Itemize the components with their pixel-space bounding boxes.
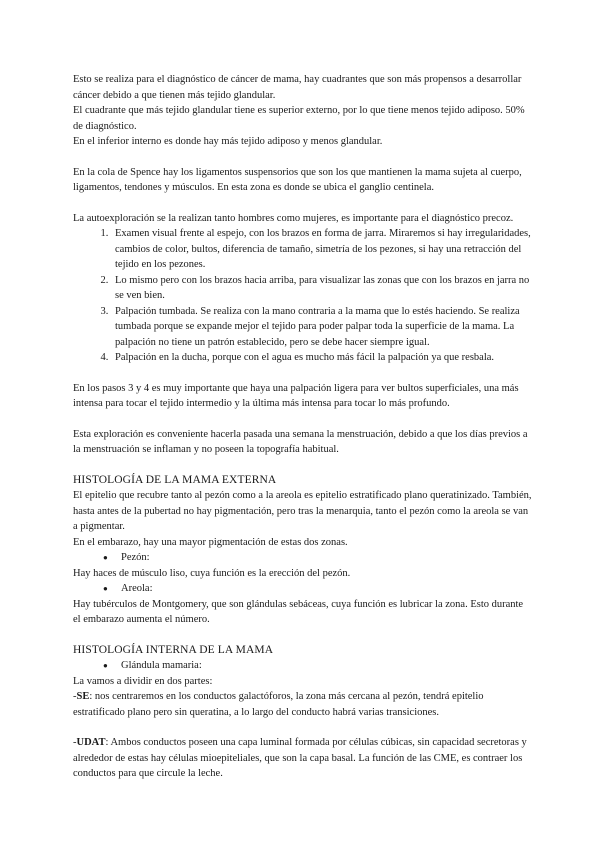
udat-text: : Ambos conductos poseen una capa luminal formada por células cúbicas, sin capacidad secretoras y alrededor de estas hay células mioepiteliales, que son la capa basal. La función de las CME, es contraer los conductos para que circule la leche. <box>73 737 527 779</box>
udat-term: UDAT <box>76 737 106 748</box>
divide-paragraph: La vamos a dividir en dos partes: <box>73 675 213 687</box>
spacer <box>73 458 533 473</box>
pezon-list <box>73 550 533 566</box>
list-item: ● Areola: <box>103 581 533 597</box>
spacer <box>73 720 533 735</box>
udat-paragraph <box>73 735 533 782</box>
externa-paragraph: El epitelio que recubre tanto al pezón como a la areola es epitelio estratificado plano queratinizado. También, hasta antes de la pubertad no hay pigmentación, pero tras la menarquia, tanto el pezón como la areola se van a pigmentar. <box>73 490 532 532</box>
autoexploration-steps <box>73 226 533 366</box>
udat-prefix: - <box>73 737 77 748</box>
externa-paragraph: En el embarazo, hay una mayor pigmentación de estas dos zonas. <box>73 536 348 548</box>
step-item: 2. Lo mismo pero con los brazos hacia arriba, para visualizar las zonas que con los brazos en jarra no se ven bien. <box>111 273 533 304</box>
spacer <box>73 412 533 427</box>
steps-note-paragraph: En los pasos 3 y 4 es muy importante que haya una palpación ligera para ver bultos superficiales, una más intensa para tocar el tejido intermedio y la última más intensa para tocar lo más profundo. <box>73 382 519 409</box>
spacer <box>73 366 533 381</box>
spacer <box>73 150 533 165</box>
section-heading-interna: HISTOLOGÍA INTERNA DE LA MAMA <box>73 643 274 656</box>
timing-paragraph: Esta exploración es conveniente hacerla pasada una semana la menstruación, debido a que los días previos a la menstruación se inflaman y no poseen la topografía habitual. <box>73 428 528 455</box>
se-term: SE <box>76 691 90 702</box>
autoexploration-intro: La autoexploración se la realizan tanto hombres como mujeres, es importante para el diagnóstico precoz. <box>73 212 514 224</box>
step-item: 1. Examen visual frente al espejo, con los brazos en forma de jarra. Miraremos si hay irregularidades, cambios de color, bultos, diferencia de tamaño, simetría de los pezones, si hay una retracción del tejido en los pezones. <box>111 226 533 273</box>
intro-paragraph: El cuadrante que más tejido glandular tiene es superior externo, por lo que tiene menos tejido adiposo. 50% de diagnóstico. <box>73 105 525 132</box>
spacer <box>73 628 533 643</box>
areola-list <box>73 581 533 597</box>
se-prefix: - <box>73 691 77 702</box>
step-item: 4. Palpación en la ducha, porque con el agua es mucho más fácil la palpación ya que resbala. <box>111 350 533 366</box>
section-heading-externa: HISTOLOGÍA DE LA MAMA EXTERNA <box>73 473 277 486</box>
spacer <box>73 196 533 211</box>
spence-paragraph: En la cola de Spence hay los ligamentos suspensorios que son los que mantienen la mama sujeta al cuerpo, ligamentos, tendones y músculos. En esta zona es donde se ubica el ganglio centinela. <box>73 166 522 193</box>
document-body <box>73 72 533 782</box>
glandula-list <box>73 658 533 674</box>
intro-paragraph: En el inferior interno es donde hay más tejido adiposo y menos glandular. <box>73 136 383 147</box>
se-paragraph <box>73 689 533 720</box>
step-item: 3. Palpación tumbada. Se realiza con la mano contraria a la mama que lo estés haciendo. Se realiza tumbada porque se expande mejor el tejido para poder palpar toda la superficie de la mama. La palpación no tiene un patrón establecido, pero se debe hacer siempre igual. <box>111 304 533 351</box>
intro-paragraph: Esto se realiza para el diagnóstico de cáncer de mama, hay cuadrantes que son más propensos a desarrollar cáncer debido a que tienen más tejido glandular. <box>73 74 522 101</box>
list-item: ● Pezón: <box>103 550 533 566</box>
areola-paragraph: Hay tubérculos de Montgomery, que son glándulas sebáceas, cuya función es lubricar la zona. Esto durante el embarazo aumenta el número. <box>73 598 524 625</box>
pezon-paragraph: Hay haces de músculo liso, cuya función es la erección del pezón. <box>73 567 351 579</box>
list-item: ● Glándula mamaria: <box>103 658 533 674</box>
se-text: : nos centraremos en los conductos galactóforos, la zona más cercana al pezón, tendrá epitelio estratificado plano pero sin queratina, a lo largo del conducto habrá varias transiciones. <box>73 691 484 718</box>
